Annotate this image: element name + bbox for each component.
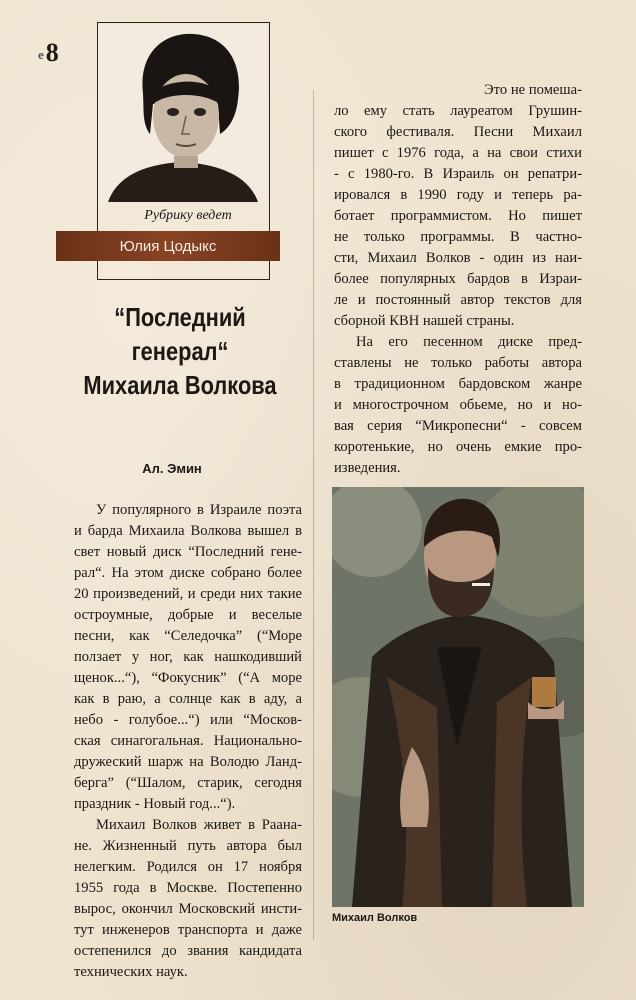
body-line: как в раю, а солнце как в аду, а xyxy=(74,691,302,707)
body-line: ползает у ног, как нашкодивший xyxy=(74,649,302,665)
body-line: вырос, окончил Московский инсти- xyxy=(74,901,302,917)
column-divider xyxy=(313,90,314,940)
body-line: - с 1980-го. В Израиль он репатри- xyxy=(334,166,582,182)
body-line: рал“. На этом диске собрано более xyxy=(74,565,302,581)
article-body-left-column xyxy=(74,500,302,983)
body-line: коротенькие, но очень емкие про- xyxy=(334,439,582,455)
body-line: не только программы. В частно- xyxy=(334,229,582,245)
musician-photo xyxy=(332,487,584,907)
column-label: Рубрику ведет xyxy=(144,208,232,223)
body-line: более популярных бардов в Израи- xyxy=(334,271,582,287)
headline-line: генерал“ xyxy=(131,336,229,366)
body-line: тут инженеров транспорта и даже xyxy=(74,922,302,938)
body-line: ло ему стать лауреатом Грушин- xyxy=(334,103,582,119)
body-line: На его песенном диске пред- xyxy=(356,334,582,350)
photo-caption: Михаил Волков xyxy=(332,912,418,924)
body-line: 1955 года в Москве. Постепенно xyxy=(74,880,302,896)
body-line: ботает программистом. Но пишет xyxy=(334,208,582,224)
body-line: сти, Михаил Волков - один из наи- xyxy=(334,250,582,266)
body-line: технических наук. xyxy=(74,964,188,980)
body-line: изведения. xyxy=(334,460,401,476)
body-line: ская синагогальная. Национально- xyxy=(74,733,302,749)
body-line: ского фестиваля. Песни Михаил xyxy=(334,124,582,140)
page-number xyxy=(38,38,59,68)
body-line: остроумные, добрые и веселые xyxy=(74,607,302,623)
body-line: 20 произведений, и среди них такие xyxy=(74,586,302,602)
body-line: берга” (“Шалом, старик, сегодня xyxy=(74,775,302,791)
body-line: щенок...“), “Фокусник” (“А море xyxy=(74,670,302,686)
body-line: остепенился до звания кандидата xyxy=(74,943,302,959)
body-line: ле и постоянный автор текстов для xyxy=(334,292,582,308)
page-number-value: 8 xyxy=(45,38,59,67)
body-line: небо - голубое...“) или “Москов- xyxy=(74,712,302,728)
body-line: нелегким. Родился он 17 ноября xyxy=(74,859,302,875)
body-line: ировался в 1990 году и теперь ра- xyxy=(334,187,582,203)
article-author: Ал. Эмин xyxy=(142,461,202,476)
body-line: не. Жизненный путь автора был xyxy=(74,838,302,854)
article-body-right-column xyxy=(334,80,582,479)
body-line: пишет с 1976 года, а на свои стихи xyxy=(334,145,582,161)
body-line: в традиционном бардовском жанре xyxy=(334,376,582,392)
body-line: Это не помеша- xyxy=(484,82,582,98)
body-line: песни, как “Селедочка” (“Море xyxy=(74,628,302,644)
host-portrait-image xyxy=(98,24,266,202)
body-line: и барда Михаила Волкова вышел в xyxy=(74,523,302,539)
body-line: сборной КВН нашей страны. xyxy=(334,313,515,329)
headline-line: “Последний xyxy=(114,302,246,332)
headline-line: Михаила Волкова xyxy=(83,370,277,400)
body-line: и многострочном обьеме, но и но- xyxy=(334,397,582,413)
body-line: Михаил Волков живет в Раана- xyxy=(96,817,302,833)
body-line: У популярного в Израиле поэта xyxy=(96,502,302,518)
body-line: дружеский шарж на Володю Ланд- xyxy=(74,754,302,770)
page-mark: e xyxy=(38,47,44,63)
body-line: ставлены не только работы автора xyxy=(334,355,582,371)
column-host-name: Юлия Цодыкс xyxy=(56,231,280,261)
body-line: праздник - Новый год...“). xyxy=(74,796,236,812)
body-line: вая серия “Микропесни“ - совсем xyxy=(334,418,582,434)
body-line: свет новый диск “Последний гене- xyxy=(74,544,302,560)
article-headline xyxy=(62,300,297,402)
